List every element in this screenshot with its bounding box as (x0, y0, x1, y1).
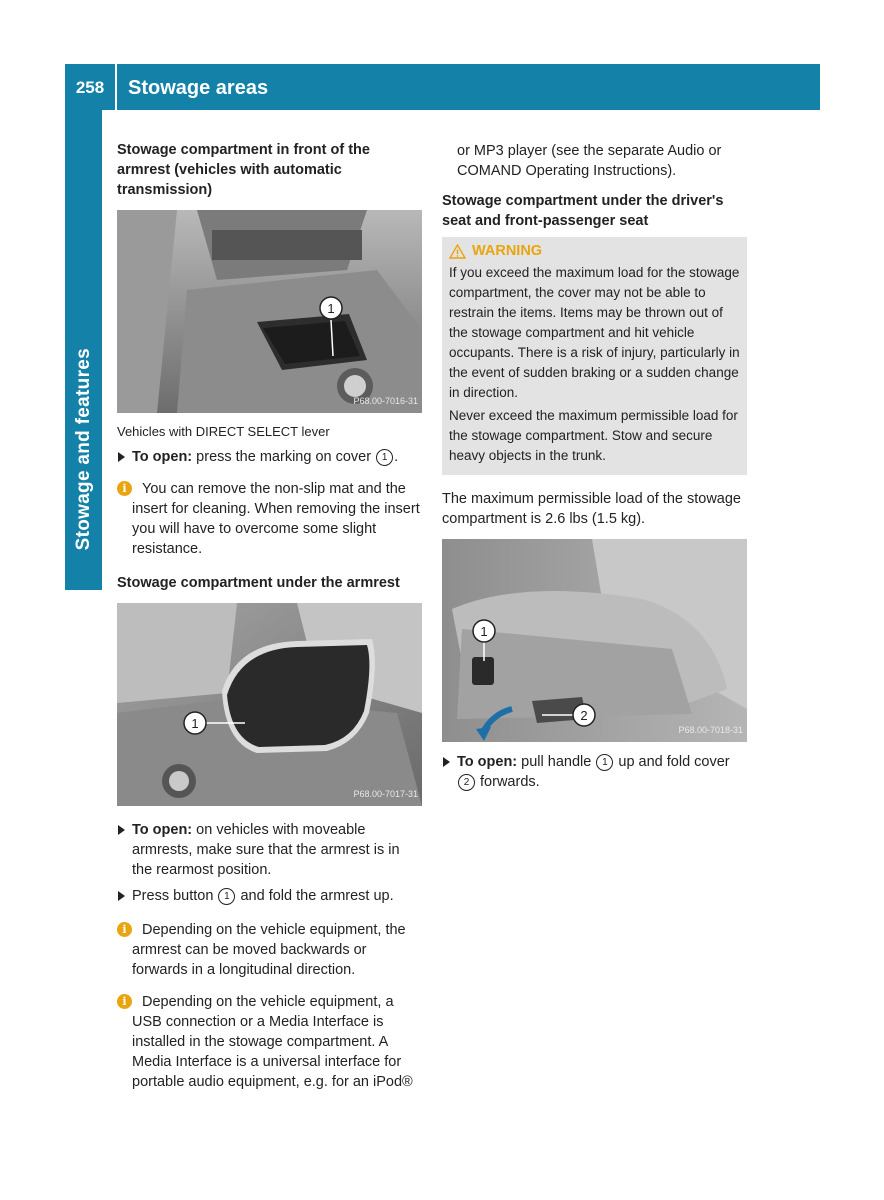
svg-text:1: 1 (191, 716, 199, 731)
step-text: pull handle (521, 754, 592, 770)
warning-triangle-icon (449, 244, 466, 259)
note-text: Depending on the vehicle equipment, the armrest can be moved backwards or forwards in a longitudinal direction. (132, 922, 406, 978)
step-text: press the marking on cover (196, 449, 372, 465)
continuation-text: or MP3 player (see the separate Audio or COMAND Operating Instructions). (457, 143, 722, 179)
step-text: forwards. (480, 774, 540, 790)
continued-text (442, 141, 747, 181)
svg-text:1: 1 (327, 301, 335, 316)
instruction-step (117, 886, 422, 906)
instruction-step: To open: press the marking on cover 1 . (117, 447, 422, 467)
step-text: on vehicles with moveable armrests, make sure that the armrest is in the rearmost position. (132, 822, 400, 878)
note-text: You can remove the non-slip mat and the insert for cleaning. When removing the insert you will have to overcome some slight resistance. (132, 481, 420, 557)
instruction-step (442, 752, 747, 792)
info-note (117, 992, 422, 1092)
photo-under-seat-compartment (442, 539, 747, 742)
step-arrow-icon (443, 757, 450, 767)
step-label: To open: (132, 449, 193, 465)
instruction-step (117, 820, 422, 880)
warning-header (449, 241, 740, 261)
warning-box (442, 237, 747, 475)
info-icon: i (117, 922, 132, 937)
side-chapter-tab-label-wrap (65, 110, 102, 550)
photo-reference-code: P68.00-7018-31 (678, 725, 743, 735)
warning-paragraph: If you exceed the maximum load for the stowage compartment, the cover may not be able to restrain the items. Items may be thrown out of the stowage compartment and hit vehicle occupants. There is a risk of injury, particularly in the event of sudden braking or a sudden change in direction. (449, 265, 740, 400)
callout-number: 1 (218, 888, 235, 905)
svg-text:1: 1 (480, 624, 488, 639)
callout-number: 1 (376, 449, 393, 466)
step-label: To open: (457, 754, 518, 770)
right-column (442, 141, 747, 798)
section-heading-under-seat: Stowage compartment under the driver's seat and front-passenger seat (442, 193, 724, 229)
step-text: Press button (132, 888, 214, 904)
photo-under-armrest-compartment (117, 603, 422, 806)
page-title: Stowage areas (128, 76, 269, 99)
photo-caption: Vehicles with DIRECT SELECT lever (117, 424, 330, 439)
callout-number: 2 (458, 774, 475, 791)
warning-label: WARNING (472, 243, 543, 259)
step-text: up and fold cover (618, 754, 730, 770)
svg-text:2: 2 (580, 708, 588, 723)
photo-front-armrest-illustration (117, 210, 422, 413)
info-icon: i (117, 481, 132, 496)
page-number: 258 (75, 78, 105, 97)
left-column (117, 140, 422, 1098)
info-note (117, 920, 422, 980)
warning-paragraph: Never exceed the maximum permissible load for the stowage compartment. Stow and secure heavy objects in the trunk. (449, 408, 738, 463)
step-text: and fold the armrest up. (240, 888, 394, 904)
callout-number: 1 (596, 754, 613, 771)
photo-front-armrest-compartment (117, 210, 422, 413)
side-chapter-label: Stowage and features (72, 347, 94, 550)
section-heading-under-armrest: Stowage compartment under the armrest (117, 575, 400, 591)
section-heading-front-armrest: Stowage compartment in front of the armrest (vehicles with automatic transmission) (117, 142, 370, 198)
page-header (65, 64, 820, 110)
info-note (117, 479, 422, 559)
note-text: Depending on the vehicle equipment, a USB connection or a Media Interface is installed in the stowage compartment. A Media Interface is a universal interface for portable audio equipment, e.g. for an iPod® (132, 994, 413, 1090)
photo-seat-illustration (442, 539, 747, 742)
step-arrow-icon (118, 452, 125, 462)
photo-armrest-illustration (117, 603, 422, 806)
photo-reference-code: P68.00-7016-31 (353, 396, 418, 406)
step-arrow-icon (118, 825, 125, 835)
max-load-paragraph: The maximum permissible load of the stowage compartment is 2.6 lbs (1.5 kg). (442, 491, 741, 527)
step-arrow-icon (118, 891, 125, 901)
step-label: To open: (132, 822, 193, 838)
photo-reference-code: P68.00-7017-31 (353, 789, 418, 799)
header-divider (115, 64, 117, 110)
info-icon: i (117, 994, 132, 1009)
